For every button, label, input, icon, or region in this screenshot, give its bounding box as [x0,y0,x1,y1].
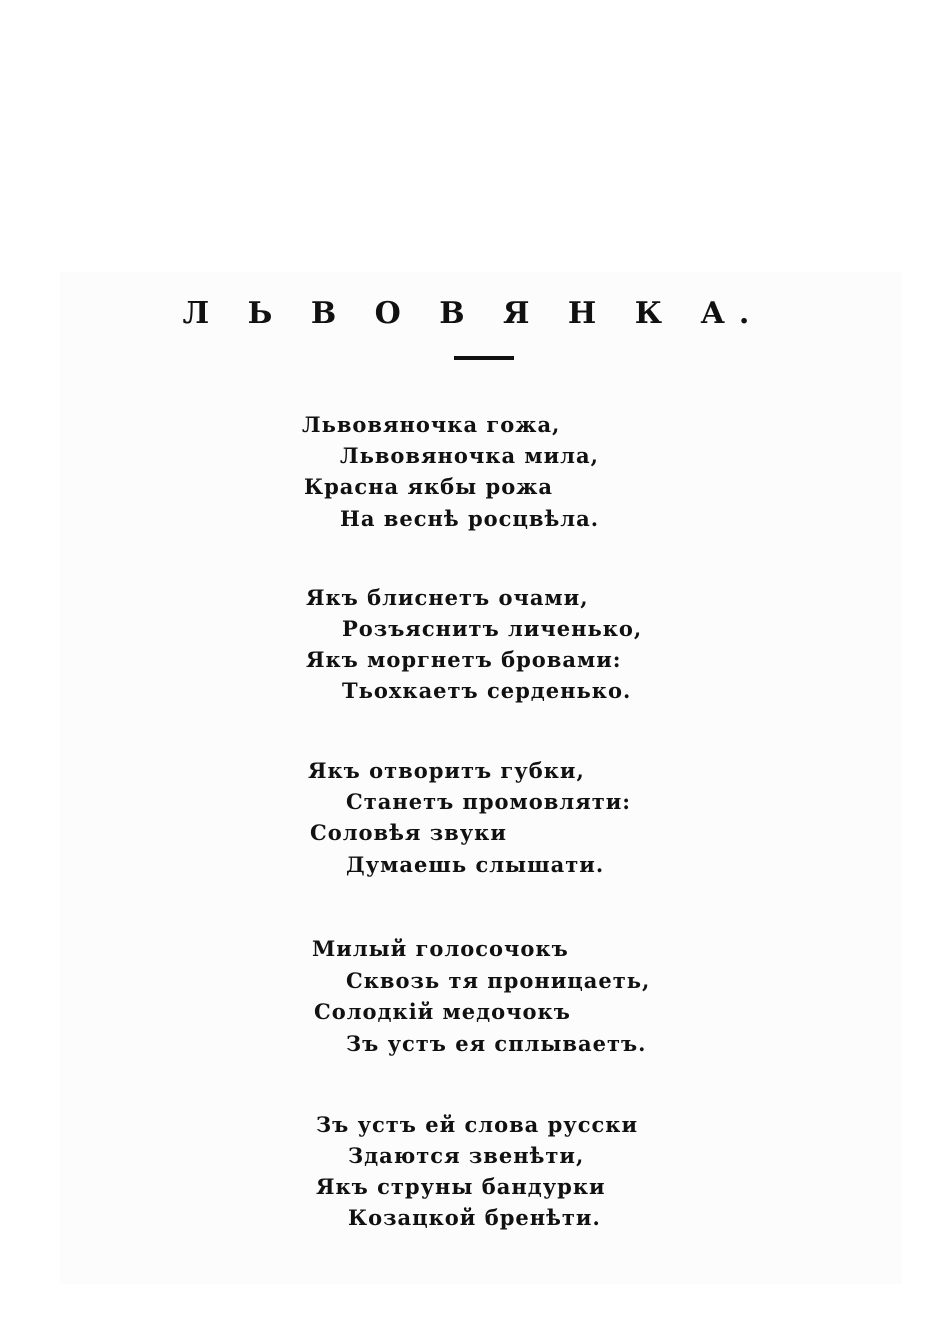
poem-line: Здаются звенѣти, [348,1143,585,1168]
poem-line: Якъ блиснетъ очами, [306,585,589,610]
poem-line: Милый голосочокъ [312,936,569,961]
poem-line: Козацкой бренѣти. [348,1205,601,1230]
poem-line: Розъяснитъ личенько, [342,616,643,641]
poem-line: Якъ отворитъ губки, [308,758,585,783]
poem-line: Станетъ промовляти: [346,789,632,814]
poem-line: Якъ моргнетъ бровами: [306,647,622,672]
poem-line: Соловѣя звуки [310,820,507,845]
poem-line: Зъ устъ ея сплываетъ. [346,1031,647,1056]
poem-line: Сквозь тя проницаеть, [346,968,651,993]
poem-line: Львовяночка мила, [340,443,599,468]
poem-line: Красна якбы рожа [304,474,554,499]
poem-line: Якъ струны бандурки [316,1174,606,1199]
poem-line: Зъ устъ ей слова русски [316,1112,639,1137]
poem-line: Тьохкаетъ серденько. [342,678,632,703]
poem-line: Солодкій медочокъ [314,999,571,1024]
poem-line: Думаешь слышати. [346,852,605,877]
poem-title: Л Ь В О В Я Н К А. [182,296,764,331]
poem-line: На веснѣ росцвѣла. [340,506,600,531]
poem-line: Львовяночка гожа, [302,412,561,437]
